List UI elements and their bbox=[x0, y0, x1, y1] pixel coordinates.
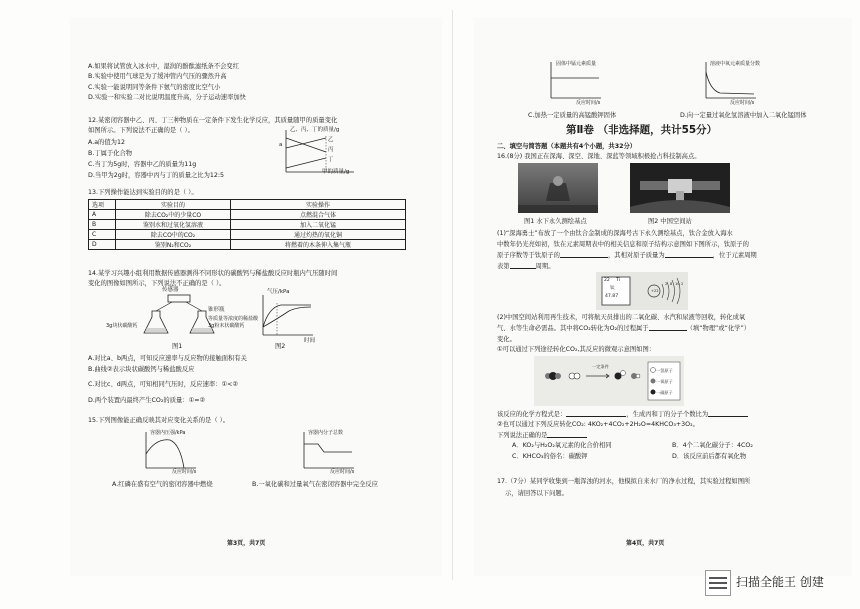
atom-shell-2: 8 bbox=[670, 282, 673, 286]
scheme-condition: 一定条件 bbox=[592, 364, 609, 369]
q13-table bbox=[88, 199, 406, 250]
q15-graph-d-xlabel: 反应时间/s bbox=[730, 100, 755, 106]
q11-option-a: A.如果将试管放入冰水中，湿润的酚酞滤纸条不会变红 bbox=[88, 63, 240, 70]
q15-option-d: D.向一定量过氧化氢溶液中加入二氧化锰固体 bbox=[680, 112, 807, 119]
q16-p2-line1: (2)中国空间站利用再生技术，可将航天员排出的二氧化碳、水汽和尿液等回收，转化成氧 bbox=[497, 314, 746, 321]
q12-option-b: B.丁属于化合物 bbox=[88, 150, 133, 157]
q14-label-acid: 等质量等浓度的稀盐酸 bbox=[208, 316, 259, 322]
q16-caption-1: 图1 水下永久测绘基点 bbox=[524, 218, 587, 225]
q16-p1-line3 bbox=[497, 252, 757, 261]
q12-stem-line1: 12.某密闭容器中乙、丙、丁三种物质在一定条件下发生化学反应，其质量随甲的质量变化 bbox=[88, 117, 338, 124]
table-header-cell: 实验操作 bbox=[231, 200, 406, 210]
q15-stem: 15.下列图像能正确反映其对应变化关系的是（ ）。 bbox=[88, 417, 230, 424]
q15-graph-c-xlabel: 反应时间/s bbox=[576, 100, 601, 106]
q15-graph-d-ylabel: 溶液中氧元素质量分数 bbox=[710, 61, 761, 67]
scanner-watermark: 扫描全能王 创建 bbox=[736, 575, 824, 589]
atom-nucleus-label: +22 bbox=[651, 289, 659, 293]
table-cell: 通过灼热的氧化铜 bbox=[231, 230, 406, 240]
legend-oxygen: 一氧原子 bbox=[656, 379, 673, 384]
q17-line1: 17.（7分）某同学收集到一瓶浑浊的河水，他模拟自来水厂的净水过程，其实验过程如图所 bbox=[497, 478, 751, 485]
q15-graph-a-xlabel: 反应时间/s bbox=[172, 469, 197, 475]
legend-carbon: 一碳原子 bbox=[656, 390, 673, 395]
q12-stem-line2: 如图所示。下列说法不正确的是（ ）。 bbox=[88, 127, 194, 134]
q16-p2-line3: 变化。 bbox=[497, 336, 516, 343]
q12-line-bing bbox=[286, 138, 326, 148]
q16-p1-line4 bbox=[497, 263, 554, 272]
element-name: 钛 bbox=[610, 286, 615, 291]
answer-blank[interactable] bbox=[708, 416, 748, 417]
table-cell: D bbox=[89, 240, 116, 250]
q12-label-ding: 丁 bbox=[328, 157, 334, 163]
curve-1 bbox=[263, 305, 311, 327]
q14-label-flask: 锥形瓶 bbox=[208, 307, 225, 313]
sensor-box bbox=[168, 295, 190, 302]
answer-blank[interactable] bbox=[560, 257, 608, 258]
page-fold bbox=[452, 10, 453, 580]
q16-eq-line-a: 该反应的化学方程式是： bbox=[497, 411, 567, 418]
q14-label-powder: 3g粉末状碳酸钙 bbox=[208, 323, 245, 329]
q12-line-ding bbox=[286, 158, 326, 168]
q16-p1-line4-b: 周期。 bbox=[535, 263, 555, 270]
q16-p2-line2-a: 气、水等生命必需品。其中将CO₂转化为O₂的过程属于 bbox=[497, 325, 649, 332]
q11-option-d: D.实验一和实验二对比说明温度升高，分子运动速率加快 bbox=[88, 94, 246, 101]
q14-label-sensor: 传感器 bbox=[162, 287, 179, 293]
q16-p1-line3-c: ，位于元素周期 bbox=[712, 252, 757, 259]
q17-line2: 示，请回答以下问题。 bbox=[505, 490, 568, 497]
q14-option-c: C.对比c、d两点，可知相同气压时，反应速率：①<② bbox=[88, 381, 239, 388]
atom-shell-3: 10 bbox=[675, 282, 680, 286]
q15-option-c: C.加热一定质量的高锰酸钾固体 bbox=[528, 112, 617, 119]
q14-stem-line1: 14.某学习兴趣小组利用数据传感器测得不同形状的碳酸钙与稀盐酸反应时瓶内气压随时间 bbox=[88, 270, 338, 277]
photo-space-station bbox=[630, 163, 730, 213]
q16-p1-line4-a: 表第 bbox=[497, 263, 510, 270]
table-cell: 加入二氧化锰 bbox=[231, 220, 406, 230]
q16-p2-sub2-question bbox=[497, 432, 587, 441]
q16-caption-2: 图2 中国空间站 bbox=[648, 218, 692, 225]
table-cell: 鉴别水和过氧化氢溶液 bbox=[116, 220, 231, 230]
q14-option-b: B.曲线②表示块状碳酸钙与稀盐酸反应 bbox=[88, 366, 195, 373]
q14-graph-ylabel: 气压/kPa bbox=[267, 289, 290, 295]
q12-option-a: A.a的值为12 bbox=[88, 139, 125, 146]
q15-graph-b-ylabel: 容器内分子总数 bbox=[308, 430, 344, 436]
table-cell: B bbox=[89, 220, 116, 230]
answer-blank[interactable] bbox=[547, 437, 587, 438]
table-cell: A bbox=[89, 210, 116, 220]
q16-option-c: C．KHCO₃的俗名：碳酸钾 bbox=[512, 453, 588, 460]
q16-p2-line2-b: （填“物理”或“化学”） bbox=[686, 325, 751, 332]
q16-option-a: A．KO₂与H₂O₂氧元素的化合价相同 bbox=[512, 442, 612, 449]
table-cell: 点燃混合气体 bbox=[231, 210, 406, 220]
legend-hydrogen: 一氢原子 bbox=[656, 368, 673, 373]
answer-blank[interactable] bbox=[566, 416, 626, 417]
q15-graph-b-xlabel: 反应时间/s bbox=[330, 469, 355, 475]
q16-option-b: B．4个二氧化碳分子：4CO₂ bbox=[672, 442, 753, 449]
q16-p2-line2 bbox=[497, 325, 750, 334]
q12-label-a: a bbox=[279, 142, 283, 148]
q12-line-yi bbox=[286, 138, 326, 152]
q15-option-a: A.红磷在盛有空气的密闭容器中燃烧 bbox=[112, 481, 213, 488]
q12-graph-ylabel: 乙、丙、丁的质量/g bbox=[290, 127, 340, 133]
section-subtitle: 二、填空与简答题（本题共有4个小题，共32分） bbox=[497, 143, 637, 150]
q16-p1-line3-b: ，其相对原子质量为 bbox=[607, 252, 665, 259]
answer-blank[interactable] bbox=[665, 257, 713, 258]
q12-label-yi: 乙 bbox=[328, 137, 334, 143]
q14-option-d: D.两个装置内最终产生CO₂的质量：①=② bbox=[88, 397, 206, 404]
photo-underwater-marker bbox=[518, 163, 598, 213]
q16-p2-sub1: ①可以通过下列途径转化CO₂,其反应的微观示意图如图： bbox=[497, 346, 656, 353]
element-mass: 47.87 bbox=[605, 294, 619, 299]
q14-option-a: A.对比a、b两点，可知反应速率与反应物的接触面积有关 bbox=[88, 355, 247, 362]
q16-p2-sub2-q-text: 下列说法正确的是 bbox=[497, 432, 548, 439]
q12-option-c: C.当丁为5g时，容器中乙的质量为11g bbox=[88, 161, 197, 168]
answer-blank[interactable] bbox=[510, 268, 536, 269]
table-cell: 鉴别N₂和CO₂ bbox=[116, 240, 231, 250]
table-row bbox=[89, 240, 406, 250]
q16-stem: 16.(8分) 我国正在深海、深空、深地、深蓝等领域积极抢占科技制高点。 bbox=[497, 153, 701, 160]
table-cell: 除去CO₂中的少量CO bbox=[116, 210, 231, 220]
table-row bbox=[89, 220, 406, 230]
q16-p1-line1: (1)“深海勇士”布放了一个由钛合金制成的深海号古下永久测绘基点，钛合金放入海水 bbox=[497, 230, 733, 237]
element-symbol: Ti bbox=[616, 278, 620, 283]
right-page-footer: 第4页，共7页 bbox=[626, 540, 665, 547]
q15-graph-a-ylabel: 容器内压强/kPa bbox=[150, 430, 186, 436]
table-header-cell: 选项 bbox=[89, 200, 116, 210]
q11-option-c: C.实验一能说明同等条件下氨气的密度比空气小 bbox=[88, 84, 221, 91]
q14-pressure-graph bbox=[257, 293, 317, 341]
q14-label-block: 3g块状碳酸钙 bbox=[106, 323, 138, 329]
q14-stem-line2: 变化的图像如图所示，下列说法不正确的是（ ）。 bbox=[88, 280, 226, 287]
table-cell: C bbox=[89, 230, 116, 240]
element-number: 22 bbox=[604, 278, 610, 283]
q16-option-d: D．该反应前后都有氧化物 bbox=[672, 453, 747, 460]
q16-p2-sub2: ②也可以通过下列反应转化CO₂: 4KO₂+4CO₂+2H₂O=4KHCO₃+3O₂。 bbox=[497, 421, 699, 428]
q16-eq-line bbox=[497, 411, 748, 420]
scanner-logo-icon bbox=[705, 570, 731, 596]
table-row bbox=[89, 230, 406, 240]
atom-shell-1: 2 bbox=[665, 282, 668, 286]
q15-graph-c-ylabel: 固体中锰元素质量 bbox=[556, 61, 597, 67]
q14-graph-xlabel: 时间 bbox=[304, 338, 316, 344]
table-row bbox=[89, 210, 406, 220]
q12-label-bing: 丙 bbox=[328, 147, 334, 153]
curve-2 bbox=[263, 307, 311, 327]
q16-p1-line2: 中数年仍光亮如初，钛在元素周期表中的相关信息和原子结构示意图如下图所示，钛原子的 bbox=[497, 241, 749, 248]
q16-p1-line3-a: 原子序数等于钛原子的 bbox=[497, 252, 560, 259]
atom-shell-4: 2 bbox=[681, 282, 684, 286]
q12-graph-xlabel: 甲的质量/g bbox=[322, 169, 350, 175]
q16-eq-line-b: ，生成丙和丁的分子个数比为 bbox=[626, 411, 709, 418]
q12-option-d: D.当甲为2g时，容器中丙与丁的质量之比为12:5 bbox=[88, 172, 225, 179]
section-title: 第Ⅱ卷 （非选择题，共计55分） bbox=[566, 124, 718, 136]
table-header-row bbox=[89, 200, 406, 210]
left-page-footer: 第3页，共7页 bbox=[227, 540, 266, 547]
q14-fig2-caption: 图2 bbox=[275, 343, 286, 350]
q15-option-b: B.一氧化碳和过量氧气在密闭容器中完全反应 bbox=[252, 481, 378, 488]
q13-stem: 13.下列操作能达到实验目的的是（ ）。 bbox=[88, 189, 198, 196]
table-cell: 将燃着的木条伸入集气瓶 bbox=[231, 240, 406, 250]
q11-option-b: B.实验中使用气球是为了缓冲管内气压的骤然升高 bbox=[88, 73, 227, 80]
table-cell: 除去CO中的CO₂ bbox=[116, 230, 231, 240]
answer-blank[interactable] bbox=[649, 330, 687, 331]
q14-fig1-caption: 图1 bbox=[172, 343, 183, 350]
table-header-cell: 实验目的 bbox=[116, 200, 231, 210]
